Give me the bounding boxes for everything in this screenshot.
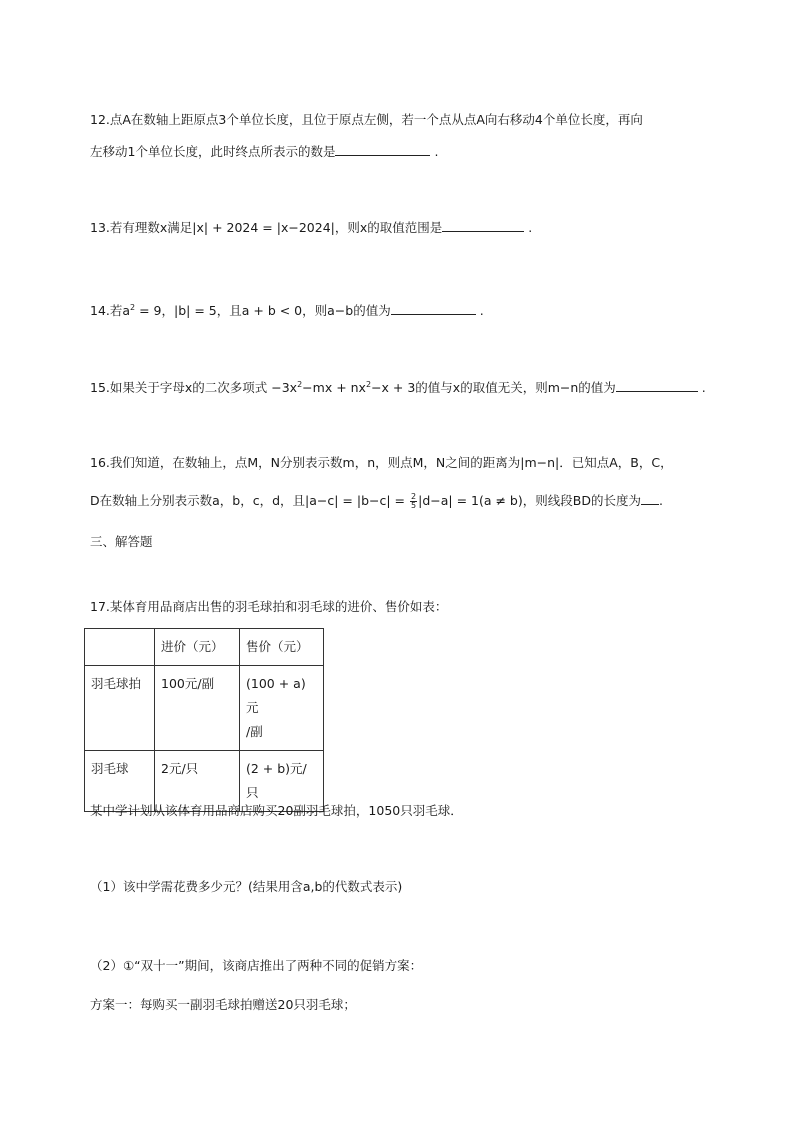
q14-sup: 2 (130, 303, 136, 312)
q13-line (90, 219, 532, 237)
q16-answer-blank[interactable] (641, 492, 659, 505)
q16-line2-pre: D在数轴上分别表示数a，b，c，d，且|a−c| = |b−c| = (90, 493, 410, 508)
q12-line1: 12.点A在数轴上距原点3个单位长度，且位于原点左侧，若一个点从点A向右移动4个单位长度，再向 (90, 112, 643, 127)
row-sale-price-l2: 只 (246, 785, 259, 800)
row-sale-price-l1: (100 + a)元 (246, 676, 306, 715)
price-table-header-row (85, 629, 324, 666)
q16-fraction (410, 493, 417, 510)
q14-line (90, 299, 484, 320)
q15-period: . (701, 380, 706, 396)
q17-purchase-plan: 某中学计划从该体育用品商店购买20副羽毛球拍，1050只羽毛球． (90, 803, 463, 818)
price-table-header-cost: 进价（元） (155, 629, 240, 666)
q15-mid: −mx + nx (302, 380, 366, 396)
row-cost-price: 2元/只 (155, 751, 240, 812)
q12-answer-blank[interactable] (335, 143, 430, 156)
q14-post: = 9，|b| = 5，且a + b < 0，则a−b的值为 (135, 303, 391, 319)
section-heading-answers: 三、解答题 (90, 534, 153, 549)
q12-line2 (90, 143, 438, 161)
q16-period: . (658, 493, 663, 508)
q13-period: . (528, 220, 533, 235)
q12-text: 左移动1个单位长度，此时终点所表示的数是 (90, 144, 336, 159)
row-cost-price: 100元/副 (155, 666, 240, 751)
q14-pre: 14.若a (90, 303, 131, 319)
q16-line2-post: |d−a| = 1(a ≠ b)，则线段BD的长度为 (418, 493, 641, 508)
q13-answer-blank[interactable] (442, 219, 524, 232)
q15-answer-blank[interactable] (616, 379, 698, 392)
table-row (85, 666, 324, 751)
price-table-header-price: 售价（元） (240, 629, 324, 666)
row-item-name: 羽毛球 (85, 751, 155, 812)
q12-period: . (434, 144, 439, 159)
q16-line1: 16.我们知道，在数轴上，点M，N分别表示数m，n，则点M，N之间的距离为|m−n|．已知点A，B，C， (90, 455, 673, 470)
price-table-header-empty (85, 629, 155, 666)
price-table (84, 628, 324, 812)
q14-period: . (479, 303, 484, 319)
q16-line2 (90, 492, 663, 510)
q15-sup1: 2 (297, 380, 303, 389)
q16-fraction-den: 5 (411, 501, 417, 510)
q15-line (90, 376, 706, 397)
q13-text: 13.若有理数x满足|x| + 2024 = |x−2024|，则x的取值范围是 (90, 220, 443, 235)
row-sale-price (240, 666, 324, 751)
q17-subquestion-1: （1）该中学需花费多少元？(结果用含a,b的代数式表示) (90, 879, 403, 894)
row-sale-price-l2: /副 (246, 724, 263, 739)
q15-sup2: 2 (365, 380, 372, 389)
row-item-name: 羽毛球拍 (85, 666, 155, 751)
q16-fraction-num: 2 (411, 492, 417, 501)
q15-pre: 15.如果关于字母x的二次多项式 −3x (90, 380, 298, 396)
q15-post: −x + 3的值与x的取值无关，则m−n的值为 (371, 380, 616, 396)
q14-answer-blank[interactable] (391, 302, 476, 315)
row-sale-price-l1: (2 + b)元/ (246, 761, 307, 776)
q17-scheme-1: 方案一：每购买一副羽毛球拍赠送20只羽毛球； (90, 997, 356, 1012)
q17-intro: 17.某体育用品商店出售的羽毛球拍和羽毛球的进价、售价如表： (90, 599, 448, 614)
q17-subquestion-2: （2）①“双十一”期间，该商店推出了两种不同的促销方案： (90, 958, 423, 973)
